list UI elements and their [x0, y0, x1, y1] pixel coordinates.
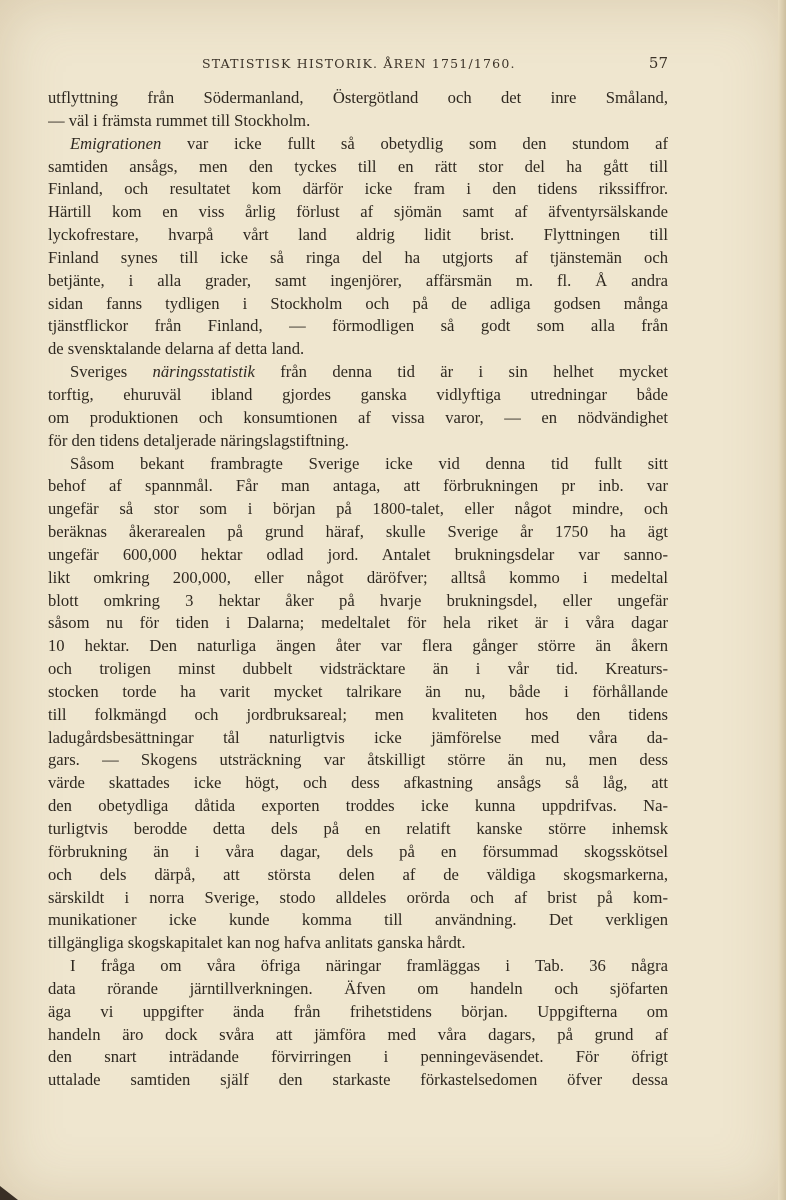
text-line: äga vi uppgifter ända från frihetstidens början. Uppgifterna om	[48, 1001, 668, 1021]
text-line: beräknas åkerarealen på grund häraf, skulle Sverige år 1750 ha ägt	[48, 522, 668, 542]
text-line: behof af spannmål. Får man antaga, att förbrukningen pr inb. var	[48, 476, 668, 496]
text-line: den snart inträdande förvirringen i penningeväsendet. För öfrigt	[48, 1047, 668, 1067]
text-line	[48, 361, 668, 384]
italic-term: Emigrationen	[70, 133, 162, 153]
text-line: uttalade samtiden själf den starkaste förkastelsedomen öfver dessa	[48, 1070, 668, 1090]
text-line: tjänstflickor från Finland, — förmodligen så godt som alla från	[48, 316, 668, 336]
text-line: utflyttning från Södermanland, Östergötland och det inre Småland,	[48, 88, 668, 107]
text-line: I fråga om våra öfriga näringar framläggas i Tab. 36 några	[70, 956, 668, 976]
text-line: Finland synes till icke så ringa del ha utgjorts af tjänstemän och	[48, 247, 668, 267]
text-line: förbrukning än i våra dagar, dels på en försummad skogsskötsel	[48, 841, 668, 861]
text-line: och dels därpå, att största delen af de väldiga skogsmarkerna,	[48, 864, 668, 884]
italic-term: näringsstatistik	[152, 362, 255, 382]
text-line: — väl i främsta rummet till Stockholm.	[48, 110, 311, 130]
text-line: 10 hektar. Den naturliga ängen åter var flera gånger större än åkern	[48, 636, 668, 656]
text-line: betjänte, i alla grader, samt ingenjörer, affärsmän m. fl. Å andra	[48, 270, 668, 290]
text-line: likt omkring 200,000, eller något däröfver; alltså kommo i medeltal	[48, 567, 668, 587]
text-line: om produktionen och konsumtionen af vissa varor, — en nödvändighet	[48, 407, 668, 427]
text-line: munikationer icke kunde komma till användning. Det verkligen	[48, 910, 668, 930]
corner-mark	[0, 1186, 18, 1200]
text-line: för den tidens detaljerade näringslagstiftning.	[48, 430, 349, 450]
text-line: och troligen minst dubbelt vidsträcktare än i vår tid. Kreaturs-	[48, 659, 668, 679]
text-line: blott omkring 3 hektar åker på hvarje brukningsdel, eller ungefär	[48, 590, 668, 610]
text-line: turligtvis berodde detta dels på en relatift kanske större inhemsk	[48, 819, 668, 838]
text-line	[48, 133, 668, 156]
text-line: handeln äro dock svåra att jämföra med våra dagars, på grund af	[48, 1024, 668, 1044]
running-title: STATISTISK HISTORIK. ÅREN 1751/1760.	[202, 56, 516, 71]
text-line: samtiden ansågs, men den tyckes till en rätt stor del ha gått till	[48, 156, 668, 176]
text-line-segment: från denna tid är i sin helhet mycket	[254, 362, 668, 382]
text-line: Finland, och resultatet kom därför icke fram i den tidens rikssiffror.	[48, 179, 668, 199]
page-edge	[778, 0, 786, 1200]
text-line: lyckofrestare, hvarpå vårt land aldrig lidit brist. Flyttningen till	[48, 225, 668, 245]
text-line: sidan fanns tydligen i Stockholm och på de adliga godsen många	[48, 293, 668, 313]
text-line: torftig, ehuruväl ibland gjordes ganska vidlyftiga utredningar både	[48, 384, 668, 404]
text-line: den obetydliga dåtida exporten troddes icke kunna uppdrifvas. Na-	[48, 796, 668, 816]
text-line: gars. — Skogens utsträckning var åtskilligt större än nu, men dess	[48, 750, 668, 770]
page-number: 57	[648, 54, 668, 72]
text-line: tillgängliga skogskapitalet kan nog hafva anlitats ganska hårdt.	[48, 933, 466, 953]
text-line: värde skattades icke högt, och dess afkastning ansågs så låg, att	[48, 773, 668, 793]
text-line: stocken torde ha varit mycket talrikare än nu, både i förhållande	[48, 681, 668, 701]
text-line-segment: Sveriges	[70, 362, 153, 382]
page-header	[52, 54, 668, 76]
text-line: särskildt i norra Sverige, stodo alldeles orörda och af brist på kom-	[48, 887, 668, 907]
text-line: Såsom bekant frambragte Sverige icke vid denna tid fullt sitt	[70, 453, 668, 473]
text-line: ungefär 600,000 hektar odlad jord. Antalet brukningsdelar var sanno-	[48, 544, 668, 564]
text-line: såsom nu för tiden i Dalarna; medeltalet för hela riket är i våra dagar	[48, 613, 668, 633]
text-line: ladugårdsbesättningar tål naturligtvis icke jämförelse med våra da-	[48, 727, 668, 747]
text-line: Härtill kom en viss årlig förlust af sjömän samt af äfventyrsälskande	[48, 202, 668, 222]
text-line: data rörande järntillverkningen. Äfven om handeln och sjöfarten	[48, 978, 668, 998]
body-text	[48, 87, 668, 1092]
text-line-segment: var icke fullt så obetydlig som den stundom af	[161, 133, 668, 153]
text-line: till folkmängd och jordbruksareal; men kvaliteten hos den tidens	[48, 704, 668, 724]
text-line: ungefär så stor som i början på 1800-talet, eller något mindre, och	[48, 499, 668, 519]
text-line: de svensktalande delarna af detta land.	[48, 339, 305, 359]
